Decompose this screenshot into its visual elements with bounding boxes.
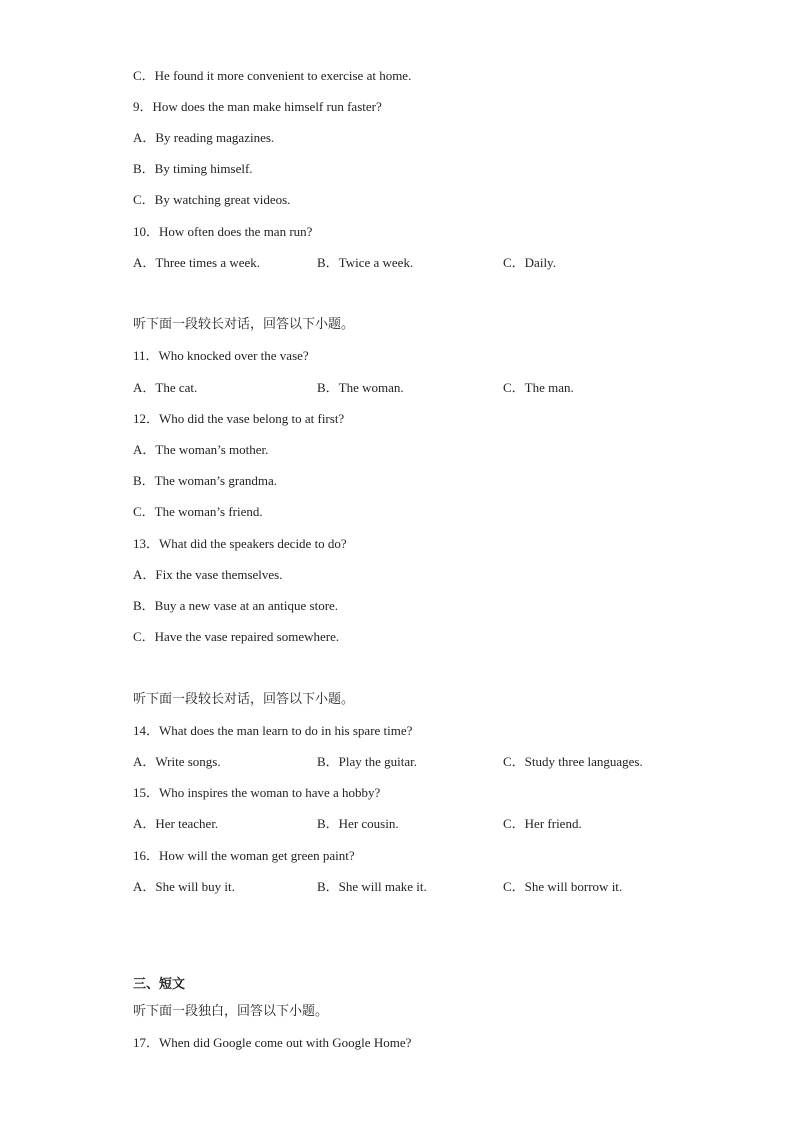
- q14-option-b: B．Play the guitar.: [317, 754, 418, 769]
- q17-question: 17．When did Google come out with Google Home?: [133, 1035, 412, 1050]
- q16-question: 16．How will the woman get green paint?: [133, 848, 355, 863]
- q11-option-b: B．The woman.: [317, 380, 404, 395]
- q16-option-b: B．She will make it.: [317, 879, 427, 894]
- q14-question: 14．What does the man learn to do in his spare time?: [133, 723, 413, 738]
- q10-option-b: B．Twice a week.: [317, 255, 414, 270]
- q14-option-c: C．Study three languages.: [503, 754, 643, 769]
- instruction-long-dialogue-1: 听下面一段较长对话，回答以下小题。: [133, 317, 355, 332]
- q11-question: 11．Who knocked over the vase?: [133, 348, 309, 363]
- q10-question: 10．How often does the man run?: [133, 224, 313, 239]
- q12-option-c: C．The woman’s friend.: [133, 504, 263, 519]
- q14-options: [133, 754, 733, 770]
- q11-options: [133, 380, 733, 396]
- q9-option-a: A．By reading magazines.: [133, 130, 275, 145]
- q12-option-a: A．The woman’s mother.: [133, 442, 269, 457]
- instruction-monologue: 听下面一段独白，回答以下小题。: [133, 1004, 329, 1019]
- q15-option-c: C．Her friend.: [503, 816, 582, 831]
- q16-options: [133, 879, 733, 895]
- q16-option-a: A．She will buy it.: [133, 879, 235, 894]
- q16-option-c: C．She will borrow it.: [503, 879, 623, 894]
- q12-option-b: B．The woman’s grandma.: [133, 473, 278, 488]
- q10-options: [133, 255, 733, 271]
- q13-option-b: B．Buy a new vase at an antique store.: [133, 598, 339, 613]
- q9-question: 9．How does the man make himself run faster?: [133, 99, 382, 114]
- q15-question: 15．Who inspires the woman to have a hobby?: [133, 785, 381, 800]
- q13-option-a: A．Fix the vase themselves.: [133, 567, 283, 582]
- q12-question: 12．Who did the vase belong to at first?: [133, 411, 345, 426]
- q15-option-b: B．Her cousin.: [317, 816, 399, 831]
- q10-option-c: C．Daily.: [503, 255, 556, 270]
- q11-option-a: A．The cat.: [133, 380, 198, 395]
- instruction-long-dialogue-2: 听下面一段较长对话，回答以下小题。: [133, 692, 355, 707]
- q13-question: 13．What did the speakers decide to do?: [133, 536, 347, 551]
- q15-options: [133, 816, 733, 832]
- q14-option-a: A．Write songs.: [133, 754, 221, 769]
- q15-option-a: A．Her teacher.: [133, 816, 219, 831]
- q10-option-a: A．Three times a week.: [133, 255, 261, 270]
- q9-option-c: C．By watching great videos.: [133, 192, 291, 207]
- q13-option-c: C．Have the vase repaired somewhere.: [133, 629, 340, 644]
- q11-option-c: C．The man.: [503, 380, 574, 395]
- q8-option-c: C．He found it more convenient to exercise at home.: [133, 68, 412, 83]
- q9-option-b: B．By timing himself.: [133, 161, 253, 176]
- section-3-title: 三、短文: [133, 977, 186, 992]
